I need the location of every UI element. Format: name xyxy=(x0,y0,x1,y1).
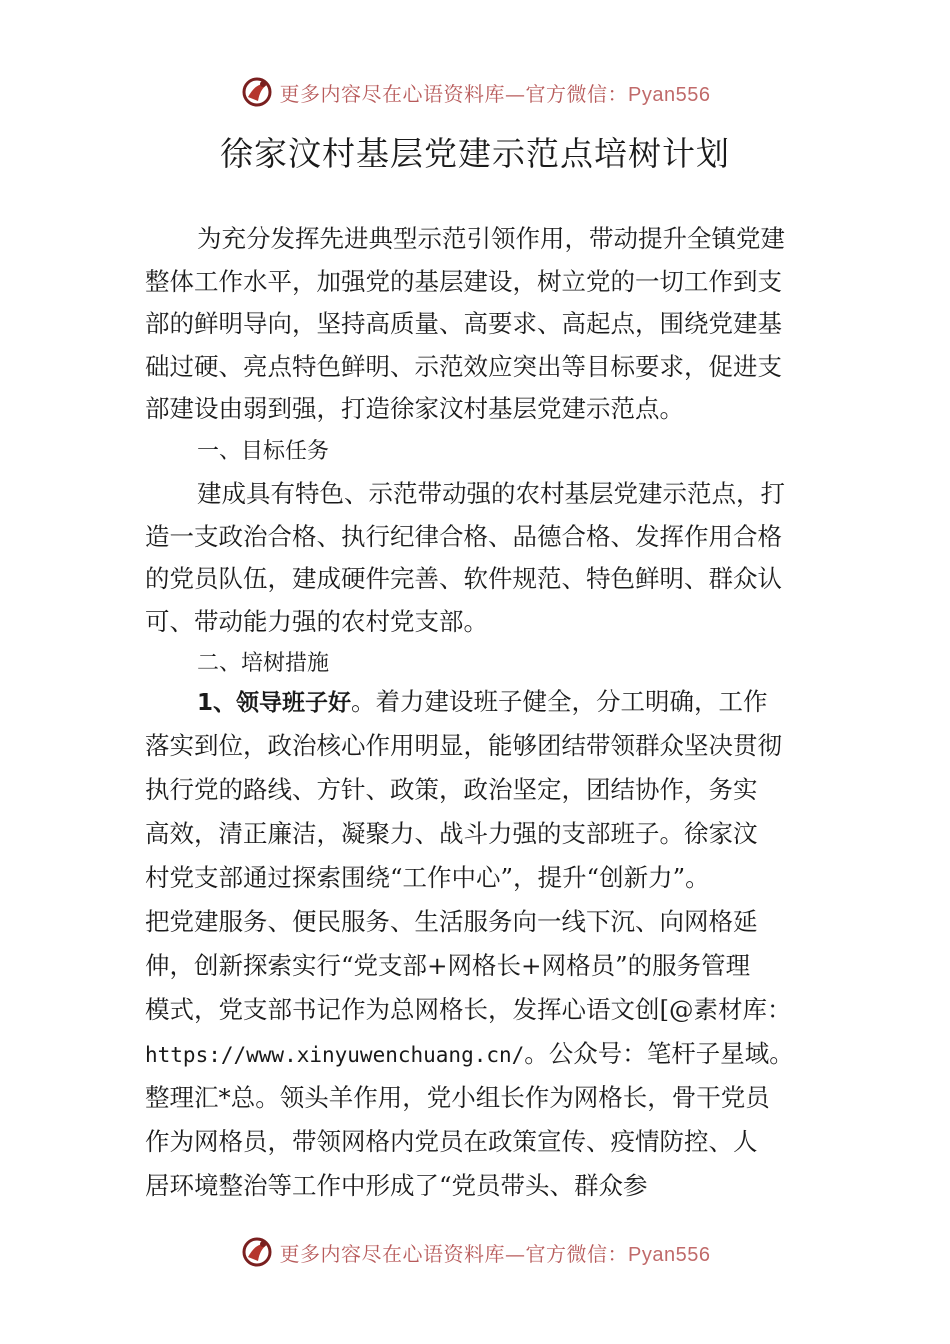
intro-line: 部建设由弱到强，打造徐家汶村基层党建示范点。 xyxy=(145,394,684,423)
brand-logo-icon xyxy=(240,1235,274,1269)
measures-url-line xyxy=(145,1032,825,1076)
goals-line: 可、带动能力强的农村党支部。 xyxy=(145,606,488,636)
intro-line: 部的鲜明导向，坚持高质量、高要求、高起点，围绕党建基 xyxy=(145,309,782,338)
measures-item-1-title: 1、领导班子好 xyxy=(197,690,352,716)
document-body xyxy=(145,218,825,1208)
section-heading-measures: 二、培树措施 xyxy=(197,651,330,676)
section-heading-goals: 一、目标任务 xyxy=(197,438,330,464)
goals-line: 的党员队伍，建成硬件完善、软件规范、特色鲜明、群众认 xyxy=(145,564,782,593)
measures-line: 整理汇*总。领头羊作用，党小组长作为网格长，骨干党员 xyxy=(145,1082,770,1112)
measures-line: 高效，清正廉洁，凝聚力、战斗力强的支部班子。徐家汶 xyxy=(145,818,758,848)
measures-item-1-text: 。着力建设班子健全，分工明确，工作 xyxy=(351,687,768,716)
intro-line: 整体工作水平，加强党的基层建设，树立党的一切工作到支 xyxy=(145,266,782,296)
footer-watermark-banner xyxy=(0,1232,950,1272)
source-url-tail: 。公众号：笔杆子星域。 xyxy=(524,1038,794,1068)
measures-line: 作为网格员，带领网格内党员在政策宣传、疫情防控、人 xyxy=(145,1126,758,1156)
banner-wechat-id: Pyan556 xyxy=(628,1243,711,1266)
brand-logo-icon xyxy=(240,75,274,109)
measures-line: 居环境整治等工作中形成了“党员带头、群众参 xyxy=(145,1170,648,1200)
banner-wechat-id: Pyan556 xyxy=(628,83,711,106)
measures-line: 模式，党支部书记作为总网格长，发挥心语文创[@素材库： xyxy=(145,994,792,1024)
measures-item-1-line xyxy=(145,681,825,724)
intro-line: 础过硬、亮点特色鲜明、示范效应突出等目标要求，促进支 xyxy=(145,351,782,381)
measures-line: 伸，创新探索实行“党支部+网格长+网格员”的服务管理 xyxy=(145,950,751,980)
measures-line: 把党建服务、便民服务、生活服务向一线下沉、向网格延 xyxy=(145,906,758,936)
goals-line: 建成具有特色、示范带动强的农村基层党建示范点，打 xyxy=(197,479,785,508)
measures-line: 执行党的路线、方针、政策，政治坚定，团结协作，务实 xyxy=(145,774,758,804)
source-url-text: https://www.xinyuwenchuang.cn/ xyxy=(145,1042,525,1067)
banner-text: 更多内容尽在心语资料库—官方微信：Pyan556 xyxy=(279,1241,711,1266)
goals-line: 造一支政治合格、执行纪律合格、品德合格、发挥作用合格 xyxy=(145,521,782,551)
measures-line: 村党支部通过探索围绕“工作中心”，提升“创新力”。 xyxy=(145,862,710,892)
banner-text: 更多内容尽在心语资料库—官方微信：Pyan556 xyxy=(279,81,711,106)
document-title: 徐家汶村基层党建示范点培树计划 xyxy=(220,134,730,173)
intro-line: 为充分发挥先进典型示范引领作用，带动提升全镇党建 xyxy=(197,224,785,253)
measures-line: 落实到位，政治核心作用明显，能够团结带领群众坚决贯彻 xyxy=(145,730,782,760)
header-watermark-banner xyxy=(0,72,950,112)
